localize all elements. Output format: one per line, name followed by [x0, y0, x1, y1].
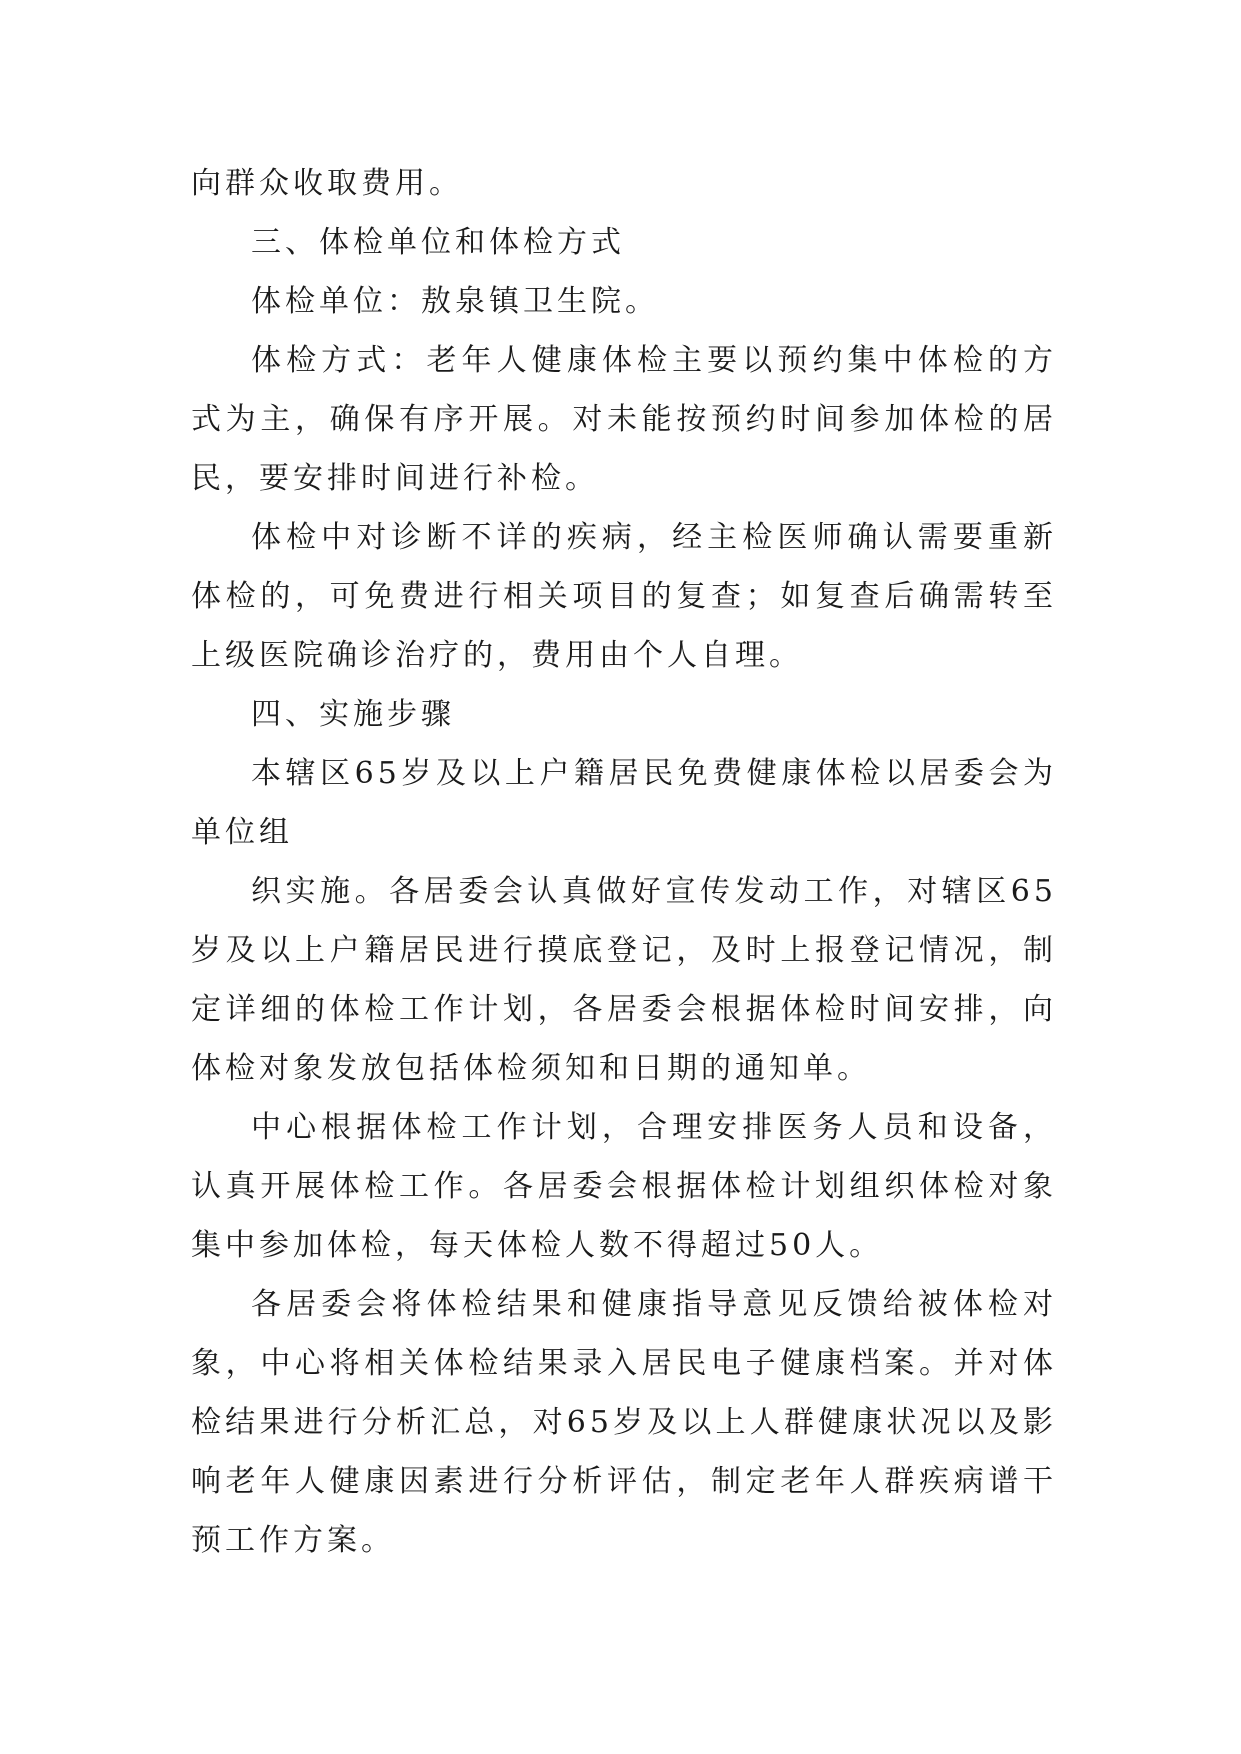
paragraph-recheck: 体检中对诊断不详的疾病，经主检医师确认需要重新体检的，可免费进行相关项目的复查；如复查后确需转至上级医院确诊治疗的，费用由个人自理。	[191, 520, 1057, 673]
paragraph-results-feedback: 各居委会将体检结果和健康指导意见反馈给被体检对象，中心将相关体检结果录入居民电子健康档案。并对体检结果进行分析汇总，对65岁及以上人群健康状况以及影响老年人健康因素进行分析评估，制定老年人群疾病谱干预工作方案。	[191, 1287, 1057, 1558]
paragraph-organize-unit: 本辖区65岁及以上户籍居民免费健康体检以居委会为单位组	[191, 756, 1057, 850]
section-heading-steps: 四、实施步骤	[251, 697, 455, 732]
section-heading-exam-unit: 三、体检单位和体检方式	[251, 225, 625, 260]
paragraph-implementation: 织实施。各居委会认真做好宣传发动工作，对辖区65岁及以上户籍居民进行摸底登记，及时上报登记情况，制定详细的体检工作计划，各居委会根据体检时间安排，向体检对象发放包括体检须知和日期的通知单。	[191, 874, 1057, 1086]
paragraph-center-plan: 中心根据体检工作计划，合理安排医务人员和设备，认真开展体检工作。各居委会根据体检计划组织体检对象集中参加体检，每天体检人数不得超过50人。	[191, 1110, 1057, 1263]
paragraph-fee-end: 向群众收取费用。	[191, 166, 463, 201]
paragraph-exam-method: 体检方式：老年人健康体检主要以预约集中体检的方式为主，确保有序开展。对未能按预约时间参加体检的居民，要安排时间进行补检。	[191, 343, 1057, 496]
paragraph-exam-unit: 体检单位：敖泉镇卫生院。	[251, 284, 659, 319]
document-body	[191, 154, 1057, 1570]
